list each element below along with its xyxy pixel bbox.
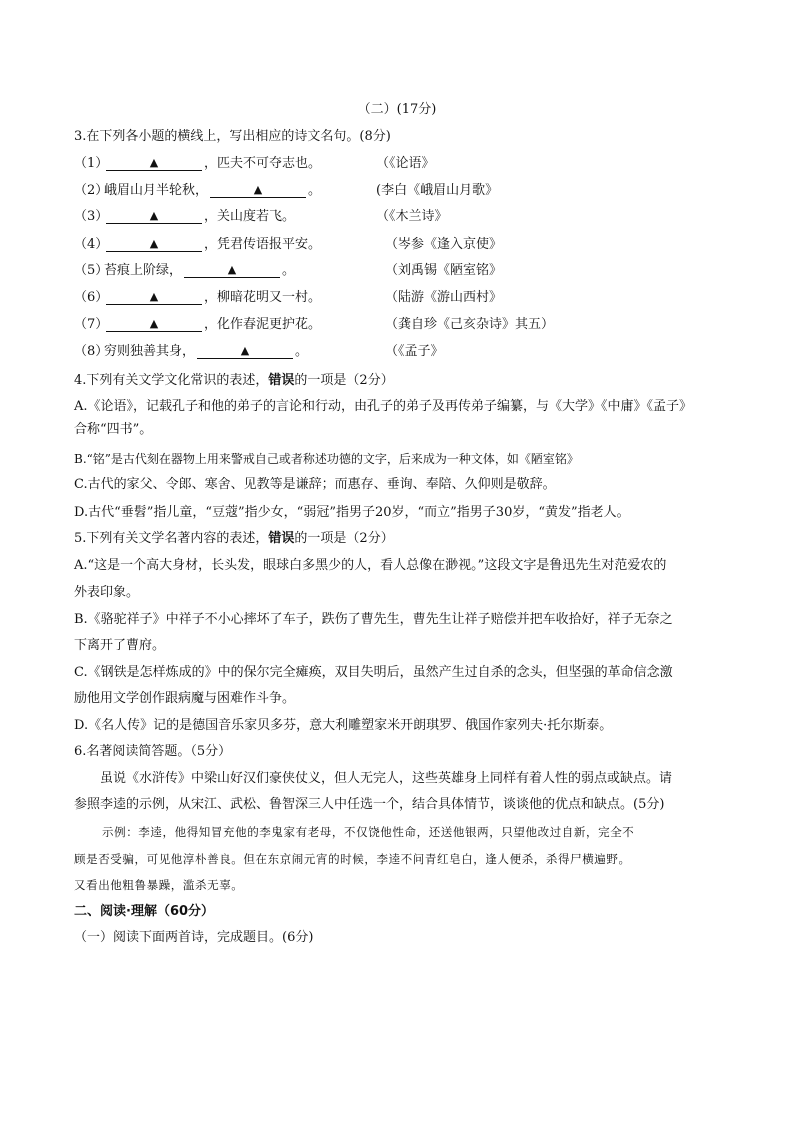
q4-stem-pre: 4.下列有关文学文化常识的表述， — [74, 373, 269, 388]
q3-item-text-before: 穷则独善其身， — [104, 344, 196, 359]
q3-item-number: （2） — [74, 183, 109, 198]
answer-blank: ▲ — [106, 290, 202, 305]
q5-stem-pre: 5.下列有关文学名著内容的表述， — [74, 531, 269, 546]
q3-item-text-before: 苔痕上阶绿， — [104, 263, 183, 278]
part2-subheading: （一）阅读下面两首诗，完成题目。(6分) — [74, 930, 314, 945]
q3-item-text-after: ，化作春泥更护花。 — [204, 317, 322, 332]
q4-stem — [74, 372, 394, 390]
q3-stem: 3.在下列各小题的横线上，写出相应的诗文名句。(8分) — [74, 129, 391, 144]
q3-item-text-after: ，匹夫不可夺志也。 — [204, 156, 322, 171]
q6-example-line1: 示例：李逵，他得知冒充他的李鬼家有老母，不仅饶他性命，还送他银两，只望他改过自新，完全不 — [102, 825, 635, 839]
q4-option-b: B.“铭”是古代刻在器物上用来警戒自己或者称述功德的文字，后来成为一种文体，如《陋室铭》 — [74, 452, 579, 466]
q3-item-source: (李白《峨眉山月歌》 — [376, 183, 499, 198]
q3-item-source: （岑参《逢入京使》 — [385, 237, 503, 252]
q3-item-source: （陆游《游山西村》 — [385, 290, 503, 305]
q3-item — [74, 289, 321, 307]
q5-stem — [74, 530, 394, 548]
q3-item-number: （5） — [74, 263, 109, 278]
q3-item-source: （《孟子》 — [385, 344, 444, 359]
answer-blank: ▲ — [106, 237, 202, 252]
q5-option-a-line2: 外表印象。 — [74, 585, 140, 600]
q3-item-text-before: 峨眉山月半轮秋， — [104, 183, 209, 198]
q3-item-source: （刘禹锡《陋室铭》 — [385, 263, 503, 278]
q4-option-a-line2: 合称“四书”。 — [74, 422, 153, 437]
q3-item-text-after: ，柳暗花明又一村。 — [204, 290, 322, 305]
q3-item-text-after: 。 — [295, 344, 309, 359]
q5-stem-post: 的一项是（2分） — [294, 531, 394, 546]
q5-option-a-line1: A.“这是一个高大身材，长头发，眼球白多黑少的人，看人总像在渺视。”这段文字是鲁迅先生对范爱农的 — [74, 558, 667, 573]
q3-item-text-after: ，关山度若飞。 — [204, 209, 296, 224]
q6-stem: 6.名著阅读简答题。（5分） — [74, 744, 232, 759]
q5-option-b-line2: 下离开了曹府。 — [74, 638, 166, 653]
q3-item-source: （《论语》 — [376, 156, 435, 171]
answer-blank: ▲ — [184, 263, 280, 278]
q4-stem-emphasis: 错误 — [268, 373, 295, 388]
q5-option-c-line2: 励他用文学创作跟病魔与困难作斗争。 — [74, 691, 296, 706]
q4-option-c: C.古代的家父、令郎、寒舍、见教等是谦辞；而惠存、垂询、奉陪、久仰则是敬辞。 — [74, 477, 556, 492]
q6-example-line3: 又看出他粗鲁暴躁，滥杀无辜。 — [74, 878, 244, 892]
q3-item-text-after: 。 — [282, 263, 296, 278]
q3-item — [74, 316, 321, 334]
q5-option-c-line1: C.《钢铁是怎样炼成的》中的保尔完全瘫痪，双目失明后，虽然产生过自杀的念头，但坚强的革命信念激 — [74, 665, 673, 680]
q3-item — [74, 155, 321, 173]
q3-item — [74, 208, 295, 226]
q5-option-d: D.《名人传》记的是德国音乐家贝多芬，意大利雕塑家米开朗琪罗、俄国作家列夫·托尔斯泰。 — [74, 718, 613, 733]
q3-item-number: （8） — [74, 344, 109, 359]
q4-option-d: D.古代“垂髫”指儿童，“豆蔻”指少女，“弱冠”指男子20岁，“而立”指男子30岁，“黄发”指老人。 — [74, 505, 630, 520]
answer-blank: ▲ — [106, 317, 202, 332]
answer-blank: ▲ — [106, 209, 202, 224]
q3-item-number: （3） — [74, 209, 109, 224]
q3-item-source: （《木兰诗》 — [376, 209, 448, 224]
q5-stem-emphasis: 错误 — [268, 531, 295, 546]
section-title: （二）(17分) — [357, 102, 437, 117]
q3-item — [74, 343, 308, 361]
q6-prompt-line1: 虽说《水浒传》中梁山好汉们豪侠仗义，但人无完人，这些英雄身上同样有着人性的弱点或缺点。请 — [100, 771, 673, 786]
q3-item-source: （龚自珍《己亥杂诗》其五） — [385, 317, 555, 332]
q3-item-text-after: 。 — [308, 183, 322, 198]
q5-option-b-line1: B.《骆驼祥子》中祥子不小心摔坏了车子，跌伤了曹先生，曹先生让祥子赔偿并把车收拾好，祥子无奈之 — [74, 612, 673, 627]
answer-blank: ▲ — [197, 344, 293, 359]
q3-item — [74, 182, 321, 200]
q4-option-a-line1: A.《论语》，记载孔子和他的弟子的言论和行动，由孔子的弟子及再传弟子编纂，与《大学》《中庸》《孟子》 — [74, 399, 693, 414]
answer-blank: ▲ — [210, 183, 306, 198]
q3-item — [74, 262, 295, 280]
q3-item-number: （4） — [74, 237, 109, 252]
q3-item-number: （7） — [74, 317, 109, 332]
q3-item-text-after: ，凭君传语报平安。 — [204, 237, 322, 252]
q3-item-number: （1） — [74, 156, 109, 171]
q3-item — [74, 236, 321, 254]
part2-heading: 二、阅读·理解（60分） — [74, 904, 215, 919]
q6-example-line2: 顾是否受骗，可见他淳朴善良。但在东京闹元宵的时候，李逵不问青红皂白，逢人便杀，杀得尸横遍野。 — [74, 852, 631, 866]
answer-blank: ▲ — [106, 156, 202, 171]
q6-prompt-line2: 参照李逵的示例，从宋江、武松、鲁智深三人中任选一个，结合具体情节，谈谈他的优点和缺点。(5分) — [74, 797, 665, 812]
q4-stem-post: 的一项是（2分） — [294, 373, 394, 388]
q3-item-number: （6） — [74, 290, 109, 305]
